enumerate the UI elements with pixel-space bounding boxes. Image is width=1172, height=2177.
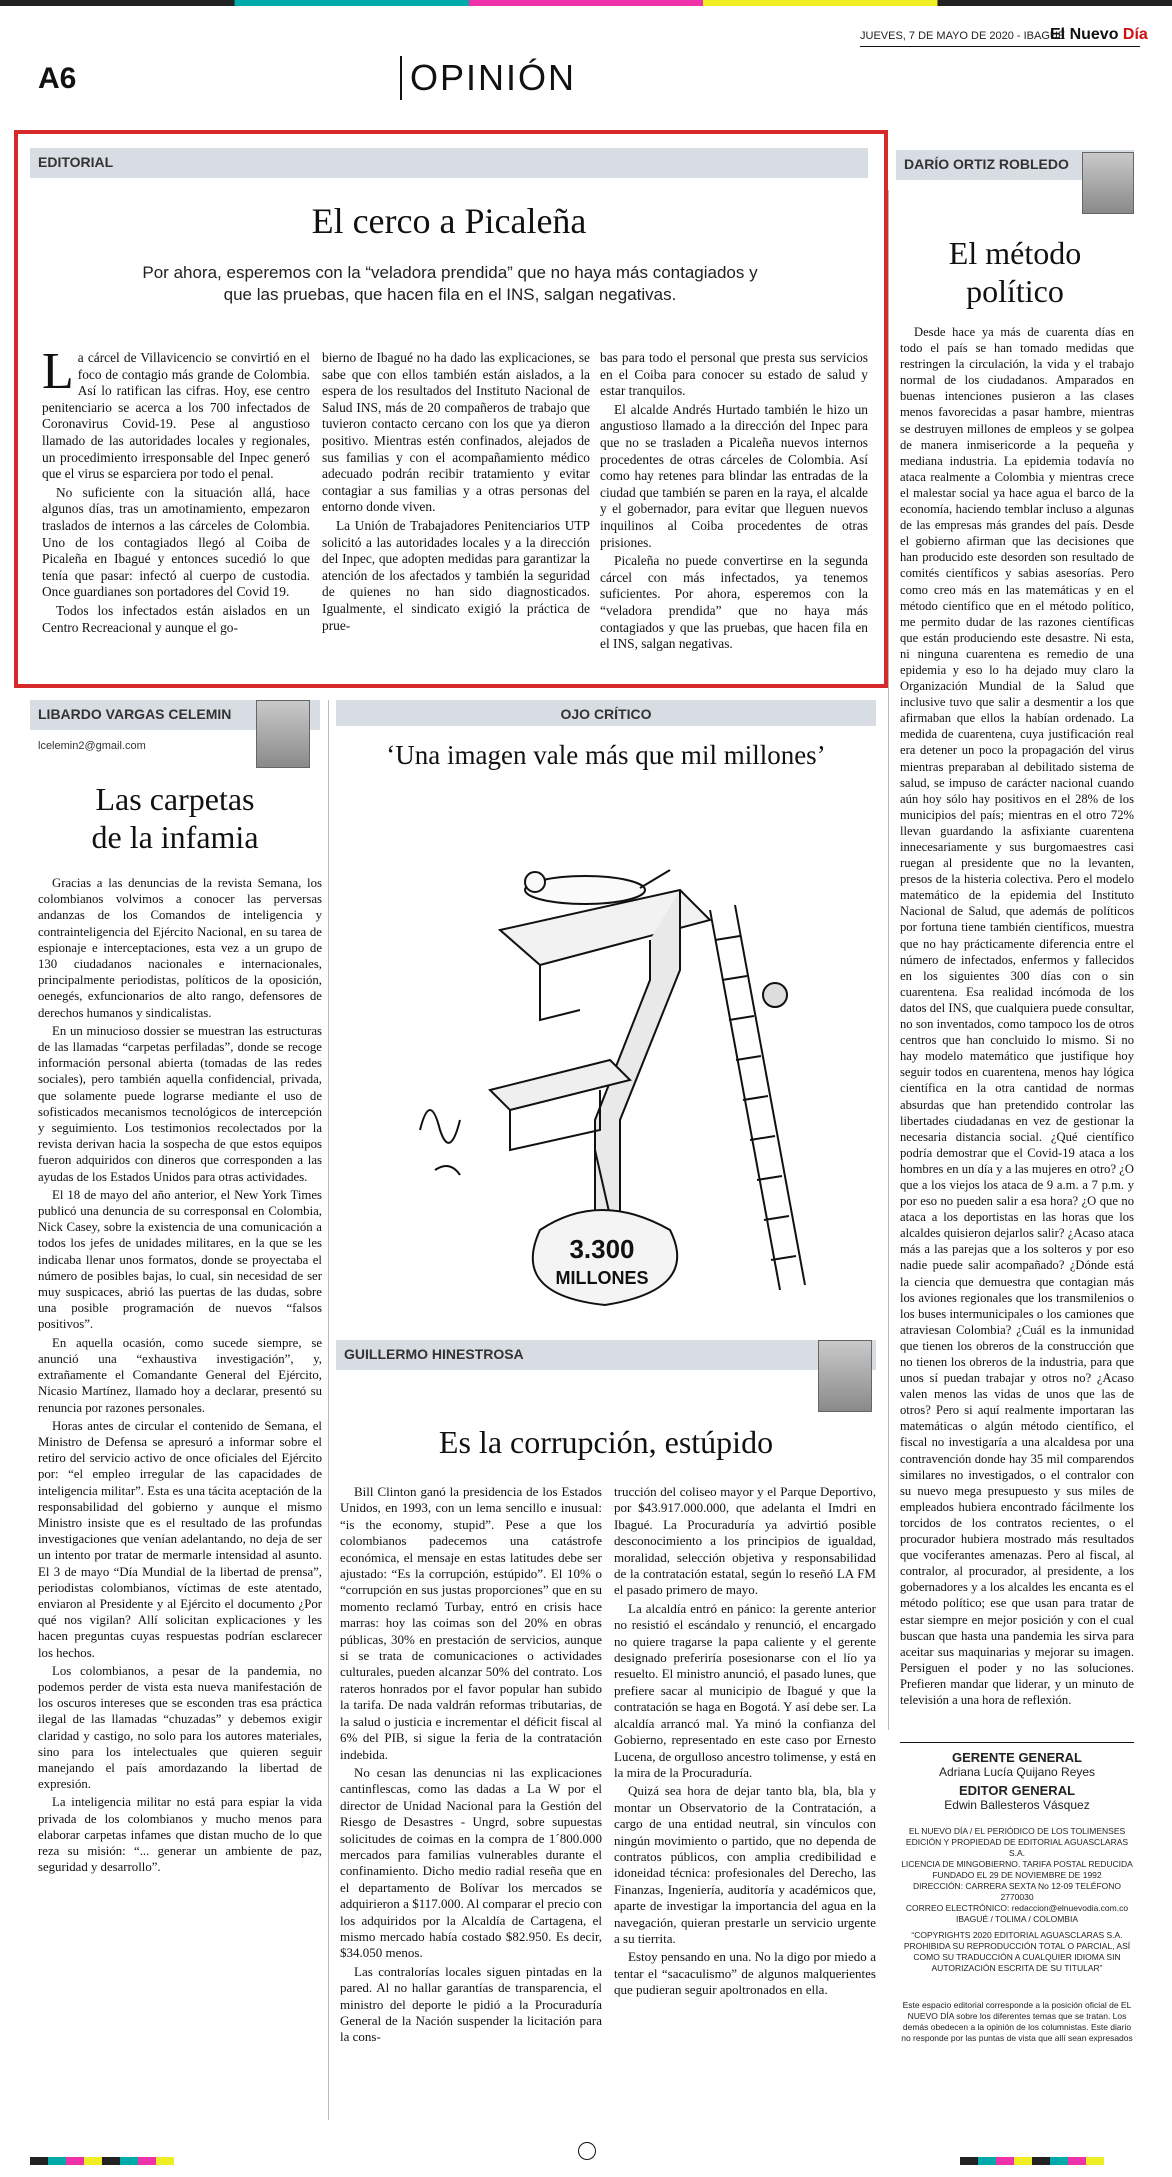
masthead: GERENTE GENERAL Adriana Lucía Quijano Reyes EDITOR GENERAL Edwin Ballesteros Vásquez EL NUEVO DÍA / EL PERIÓDICO DE LOS TOLIMENSES EDICIÓN Y PROPIEDAD DE EDITORIAL AGUASCLARAS S.A. LICENCIA DE MINGOBIERNO. TARIFA POSTAL REDUCIDA FUNDADO EL 29 DE NOVIEMBRE DE 1992 DIRECCIÓN: CARRERA SEXTA No 12-09 TELÉFONO 2770030 CORREO ELECTRÓNICO: redaccion@elnuevodia.com.co IBAGUÉ / TOLIMA / COLOMBIA xyxy=(901,1750,1133,1924)
ojo-tag: OJO CRÍTICO xyxy=(336,700,876,726)
hinestrosa-author-bar xyxy=(336,1340,876,1370)
ortiz-body: Desde hace ya más de cuarenta días en todo el país se han tomado medidas que restringen la circulación, la vida y el trabajo normal de los ciudadanos. Amparados en buenas intenciones pusieron a las clases menos favorecidas a pasar hambre, mientras se destruyen millones de empleos y se golpea de manera inmisericorde a la pequeña y mediana industria. La epidemia todavía no ataca realmente a Colombia y mientras crece el malestar social ya hace agua el barco de la economía, haciendo temblar incluso a algunas de las empresas más grandes del país. Desde el gobierno afirman que las decisiones que han producido este desorden son resultado de comités científicos y sabias asesorías. Pero como creo más en las matemáticas y en el método científico que en el método político, me permito dudar de las razones científicas que están produciendo este desastre. Ni esta, ni ninguna cuarentena es remedio de una epidemia y eso lo ha dejado muy claro la Organización Mundial de la Salud que inclusive tuvo que salir a desmentir a los que afirmaban que ellos la habían ordenado. La medida de cuarentena, cuya justificación real era detener un poco la propagación del virus mientras preparaban al debilitado sistema de salud, se impuso de carácter nacional cuando aún hoy sólo hay positivos en el 28% de los municipios del país; mientras en el otro 72% llevan guardando la asfixiante cuarentena innecesariamente y sus burgomaestres casi ruegan al presidente que no la levanten, presos de la histeria colectiva. Pero el modelo matemático de la epidemia del Instituto Nacional de Salud, que además de políticos por fortuna tiene también científicos, muestra que no hay prácticamente diferencia entre el número de infectados, enfermos y fallecidos en los siguientes 300 días con o sin cuarentena. Esa realidad incómoda de los datos del INS, que cualquiera puede consultar, no son inventados, como tampoco los de otros centros que han concluido lo mismo. Si no hay modelo matemático que justifique hoy seguir todos en cuarentena, menos hay lógica científica en la otra cantidad de normas absurdas que han pretendido controlar las libertades ciudadanas en vez de gestionar la necesaria distancia social. ¿Qué científico podría demostrar que el Covid-19 ataca a los hombres en un día y a las mujeres en otro? ¿O que a los viejos los ataca de 9 a.m. a 7 p.m. y por eso no pueden salir a esa hora? ¿O que no ataca a los deportistas en las horas que los alcaldes quisieron dejarlos salir? ¿Acaso ataca más a las parejas que a los solteros y por eso nadie puede salir acompañado? ¿Dónde está la ciencia que demuestra que contagian más los aviones regionales que los transmilenios o los buses intermunicipales o los camiones que atraviesan Colombia? ¿Cuál es la inmunidad que tienen los obreros de la construcción que no tienen los obreros de la industria, para que unos sí puedan trabajar y otros no? ¿Acaso valen menos las vidas de unos que las de otros? Pero si aquí realmente importaran las matemáticas o algún método científico, el fiscal no investigaría a una alcaldesa por una contravención donde hay 35 mil comparendos similares no investigados, o el contralor con su nuevo mega presupuesto y sus miles de empleados hubiera encontrado fácilmente los torcidos de los contratos recientes, o el procurador hubiera mostrado más resultados que vociferantes amenazas. Pero al fiscal, al contralor, al procurador, al presidente, a los gobernadores y a los alcaldes les encanta es el método político; ese que usan para tratar de estar siempre en mejor posición y con el cual buscan que hasta una pandemia les sirva para aceitar sus maquinarias y mejorar su imagen. Persiguen el poder y no las soluciones. Prefieren mandar que liderar, y un minuto de televisión a una hora de reflexión. xyxy=(900,325,1134,1707)
hinestrosa-photo xyxy=(818,1340,872,1412)
editorial-deck: Por ahora, esperemos con la “veladora prendida” que no haya más contagiados y que las pruebas, que hacen fila en el INS, salgan negativas. xyxy=(142,263,758,304)
header-rule xyxy=(860,46,1140,47)
hinestrosa-title: Es la corrupción, estúpido xyxy=(438,1424,774,1460)
cartoon-illustration xyxy=(380,790,840,1310)
copyright-note: “COPYRIGHTS 2020 EDITORIAL AGUASCLARAS S.A. PROHIBIDA SU REPRODUCCIÓN TOTAL O PARCIAL, ASÍ COMO SU TRADUCCIÓN A CUALQUIER IDIOMA SIN AUTORIZACIÓN ESCRITA DE SU TITULAR” xyxy=(903,1930,1131,1973)
editorial-column-1: La cárcel de Villavicencio se convirtió en el foco de contagio más grande de Colombia. Así lo ratifican las cifras. Hoy, ese centro penitenciario se acerca a los 700 infectados de Coronavirus Covid-19. Pese al angustioso llamado de las autoridades locales y regionales, un procedimiento irresponsable del Inpec generó que el virus se esparciera por todo el penal. No suficiente con la situación allá, hace algunos días, tras un amotinamiento, empezaron traslados de internos a las cárceles de Colombia. Uno de los contagiados llegó al Coiba de Picaleña en Ibagué y entonces sucedió lo que tenía que pasar: infectó al cuerpo de custodia. Once guardianes son portadores del Covid 19. Todos los infectados están aislados en un Centro Recreacional y aunque el go- xyxy=(42,343,310,635)
hinestrosa-column-1: Bill Clinton ganó la presidencia de los Estados Unidos, en 1993, con un lema sencillo e inusual: “is the economy, stupid”. Pese a que los colombianos padecemos una catástrofe económica, el mensaje en estas latitudes debe ser ajustado: “Es la corrupción, estúpido”. El 10% o “corrupción en sus justas proporciones” que en su momento reclamó Turbay, entró en crisis hace marras: hoy las coimas son del 20% en obras públicas, 30% en prestación de servicios, aunque si se trata de comunicaciones o actividades culturales, pueden alcanzar 50% del contrato. Los rateros honrados por el favor popular han subido la tarifa. De nada valdrán reformas tributarias, de la salud o justicia e incrementar el déficit fiscal al 6% del PIB, si sigue la feria de la contratación indebida. No cesan las denuncias ni las explicaciones cantinflescas, como las dadas a La W por el director de Unidad Nacional para la Gestión del Riesgo de Desastres - Ungrd, sobre supuestas solicitudes de coimas en la compra de 1´800.000 mercados para familias vulnerables durante el confinamiento. Dicho medio radial reseña que en el departamento de Bolívar los mercados se adquirieron a $117.000. Al comparar el precio con los adquiridos por la Alcaldía de Cartagena, el mismo mercado había costado $82.950. Es decir, $34.050 menos. Las contralorías locales siguen pintadas en la pared. Al no hallar garantías de transparencia, el ministro del deporte le pidió a la Procuraduría General de la Nación suspender la licitación para la cons- xyxy=(340,1484,602,2045)
vargas-author: LIBARDO VARGAS CELEMIN xyxy=(38,706,232,722)
vargas-email: lcelemin2@gmail.com xyxy=(38,740,146,752)
hinestrosa-author: GUILLERMO HINESTROSA xyxy=(344,1346,524,1362)
bag-label-millones: MILLONES xyxy=(555,1268,649,1288)
color-registration-bar xyxy=(30,2150,174,2169)
top-color-rule xyxy=(0,0,1172,6)
ortiz-author: DARÍO ORTIZ ROBLEDO xyxy=(904,156,1069,172)
vargas-body: Gracias a las denuncias de la revista Semana, los colombianos volvimos a conocer las perversas andanzas de los Comandos de inteligencia y contrainteligencia del Ejército Nacional, en su tarea de espionaje e interceptaciones, esta vez a un grupo de 130 ciudadanos nacionales e internacionales, principalmente periodistas, políticos de la oposición, oenegés, exfuncionarios de alto rango, defensores de derechos humanos y sindicalistas. En un minucioso dossier se muestran las estructuras de las llamadas “carpetas perfiladas”, donde se recoge información personal abierta (tomadas de las redes sociales), pero también aquella confidencial, privada, que solamente puede lograrse mediante el uso de sofisticados mecanismos tecnológicos de intercepción y seguimiento. Los testimonios recolectados por la revista derivan hacia la sospecha de que estos equipos fueron adquiridos con dineros que corresponden a las ayudas de los Estados Unidos para otras actividades. El 18 de mayo del año anterior, el New York Times publicó una denuncia de su corresponsal en Colombia, Nick Casey, sobre la existencia de una comunicación a todos los jefes de unidades militares, en la que se les indicaba llenar unos formatos, donde se proyectaba el número de posibles bajas, lo cual, sin necesidad de ser muy suspicaces, abrió las puertas de las dudas, sobre una posible programación de nuevos “falsos positivos”. En aquella ocasión, como sucede siempre, se anunció una “exhaustiva investigación”, y, extrañamente el Comandante General del Ejército, Nicasio Martínez, llamado hoy a declarar, presentó su renuncia por razones personales. Horas antes de circular el contenido de Semana, el Ministro de Defensa se apresuró a informar sobre el retiro del servicio activo de once oficiales del Ejército por: “el empleo irregular de las capacidades de inteligencia militar”. Esta es una tácita aceptación de la responsabilidad del gobierno y aunque el mismo Ministro insiste que es el resultado de las profundas investigaciones que venían adelantando, no deja de ser un intento por tratar de mermarle intensidad al asunto. El 3 de mayo “Día Mundial de la libertad de prensa”, periodistas colombianos, víctimas de este atentado, enviaron al Presidente y al Ejército el documento ¿Por qué nos vigilan? Allí solicitan explicaciones y les hacen preguntas cuyas respuestas podrían esclarecer los hechos. Los colombianos, a pesar de la pandemia, no podemos perder de vista esta nueva manifestación de los oscuros intereses que se esconden tras esa práctica ilegal de las llamadas “chuzadas” y debemos exigir claridad y castigo, no solo para los autores materiales, sino para los intelectuales que quieren seguir manejando el país amordazando la libertad de expresión. La inteligencia militar no está para espiar la vida privada de los colombianos y mucho menos para elaborar carpetas infames que distan mucho de lo que reza su misión: “... generar un ambiente de paz, seguridad y desarrollo”. xyxy=(38,876,322,1875)
editorial-tag: EDITORIAL xyxy=(30,148,868,178)
masthead-rule xyxy=(900,1742,1134,1743)
vargas-title: Las carpetas de la infamia xyxy=(91,781,259,855)
ortiz-photo xyxy=(1082,152,1134,214)
ojo-title: ‘Una imagen vale más que mil millones’ xyxy=(386,740,826,770)
page-number: A6 xyxy=(38,62,77,95)
ortiz-title: El método político xyxy=(948,235,1082,309)
editorial-title: El cerco a Picaleña xyxy=(311,201,587,241)
column-divider-right xyxy=(888,190,889,1730)
section-title: OPINIÓN xyxy=(400,56,576,100)
bag-label-amount: 3.300 xyxy=(569,1234,635,1264)
newspaper-logo: El Nuevo Día xyxy=(1050,26,1148,43)
column-divider-left xyxy=(328,700,329,2120)
drop-cap: L xyxy=(42,343,74,400)
hinestrosa-column-2: trucción del coliseo mayor y el Parque Deportivo, por $43.917.000.000, que adelanta el Imdri en Ibagué. La Procuraduría ya advirtió posible desconocimiento a los principios de igualdad, moralidad, selección objetiva y responsabilidad de la contratación estatal, según lo reseñó LA FM el pasado primero de mayo. La alcaldía entró en pánico: la gerente anterior no resistió el escándalo y renunció, el encargado no quiere tragarse la papa caliente y el gerente designado preferiría posesionarse con el lío ya resuelto. El ministro anunció, el pasado lunes, que prefiere sacar al municipio de Ibagué y que la contratación se haga en Bogotá. Y así debe ser. La alcaldía arrancó mal. Ya minó la confianza del Gobierno, representado en este caso por Ernesto Lucena, de orgulloso ancestro tolimense, y está en la mira de la Procuraduría. Quizá sea hora de dejar tanto bla, bla, bla y montar un Observatorio de la Contratación, a cargo de una entidad neutral, sin vínculos con ningún movimiento o partido, que no dependa de contratos públicos, con amplia credibilidad e idoneidad técnica: profesionales del Derecho, las Finanzas, Ingeniería, auditoría y académicos que, aparte de investigar la importancia del agua en la navegación, quieran prestarle un servicio urgente a su tierrita. Estoy pensando en una. No la digo por miedo a tentar el “sacaculismo” de algunos malquerientes que pudieran seguir apoltronados en ella. xyxy=(614,1484,876,1998)
editorial-column-2: bierno de Ibagué no ha dado las explicaciones, se sabe que con ellos también están aislados, a la espera de los resultados del Instituto Nacional de Salud INS, más de 20 compañeros de trabajo que tuvieron contacto cercano con los que ya dieron positivo. Mientras estén confinados, alejados de sus familias y con el acompañamiento médico adecuado podrán recibir tratamiento y evitar contagiar a sus familias y a otras personas del entorno donde viven. La Unión de Trabajadores Penitenciarios UTP solicitó a las autoridades locales y a la dirección del Inpec, que adopten medidas para garantizar la atención de los afectados y también la seguridad de quienes no han sido diagnosticados. Igualmente, el sindicato exigió la práctica de prue- xyxy=(322,350,590,633)
editorial-disclaimer: Este espacio editorial corresponde a la posición oficial de EL NUEVO DÍA sobre los diferentes temas que se tratan. Los demás obedecen a la opinión de los columnistas. Este diario no responde por las puntas de vista que allí sean expresados xyxy=(901,2000,1133,2043)
registration-mark-icon xyxy=(578,2142,596,2160)
vargas-photo xyxy=(256,700,310,768)
color-registration-bar-right xyxy=(960,2150,1104,2169)
editorial-column-3: bas para todo el personal que presta sus servicios en el Coiba para conocer su estado de salud y estar tranquilos. El alcalde Andrés Hurtado también le hizo un angustioso llamado a la dirección del Inpec para que no se trasladen a Picaleña nuevos internos procedentes de otras cárceles de Colombia. Así como hay retenes para blindar las entradas de la ciudad que también se paren en la raya, el alcalde y el gobernador, para evitar que lleguen nuevos inquilinos al Coiba procedentes de otras prisiones. Picaleña no puede convertirse en la segunda cárcel con más infectados, ya tenemos suficientes. Por ahora, esperemos con la “veladora prendida” que no haya más contagiados y que las pruebas, que hacen fila en el INS, salgan negativas. xyxy=(600,350,868,652)
dateline: JUEVES, 7 DE MAYO DE 2020 - IBAGUÉ xyxy=(860,30,1066,42)
